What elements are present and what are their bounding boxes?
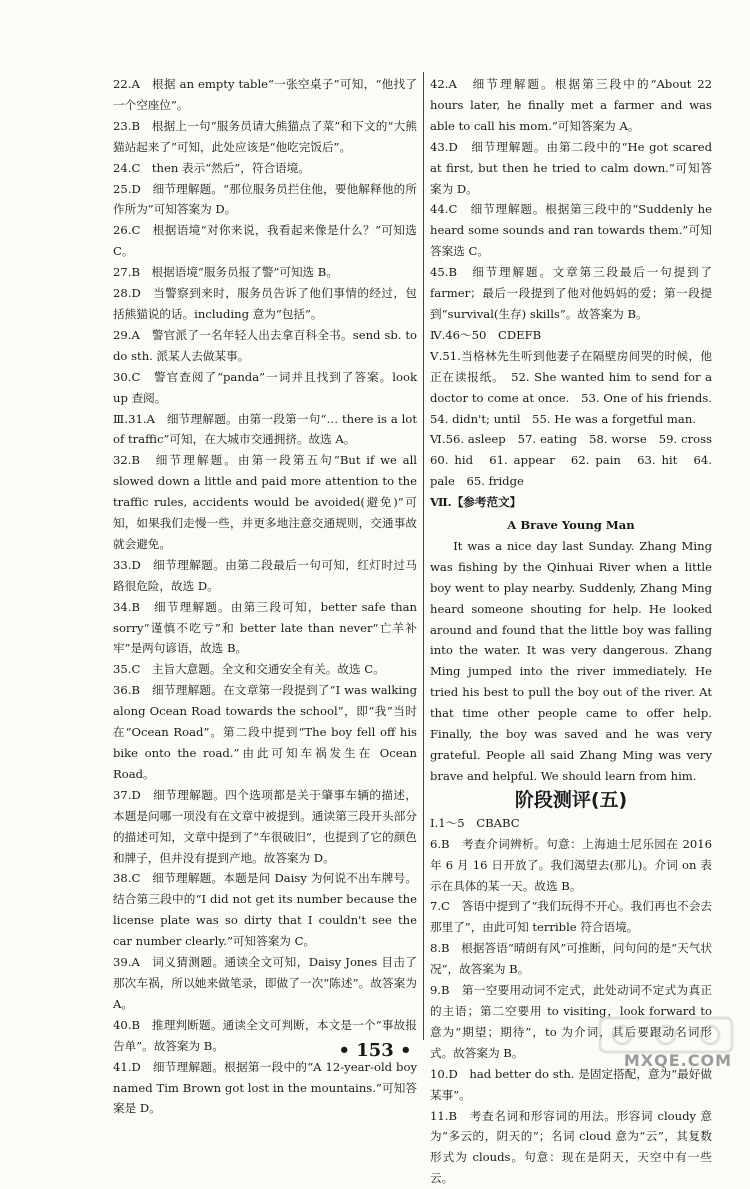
answer-item: 11.B 考查名词和形容词的用法。形容词 cloudy 意为“多云的，阴天的”；名词 cloud 意为“云”，其复数形式为 clouds。句意：现在是阴天，天空中有一些云。 [430, 1106, 712, 1189]
answer-item: Ⅴ.51.当格林先生听到他妻子在隔壁房间哭的时候，他正在读报纸。 52. She wanted him to send for a doctor to come at once. 53. One of his friends. 54. didn't; until 55. He was a forgetful man. [430, 346, 712, 430]
answer-item: 22.A 根据 an empty table“一张空桌子”可知，“他找了一个空座位”。 [113, 74, 417, 116]
section-title: 阶段测评(五) [430, 787, 712, 813]
answer-item: 36.B 细节理解题。在文章第一段提到了“I was walking along Ocean Road towards the school”，即“我”当时在“Ocean Road”。第二段中提到“The boy fell off his bike onto the road.”由此可知车祸发生在 Ocean Road。 [113, 680, 417, 785]
answer-item: 10.D had better do sth. 是固定搭配，意为“最好做某事”。 [430, 1064, 712, 1106]
answer-item: 41.D 细节理解题。根据第一段中的“A 12-year-old boy named Tim Brown got lost in the mountains.”可知答案是 D。 [113, 1057, 417, 1120]
answer-item: 34.B 细节理解题。由第三段可知，better safe than sorry“谨慎不吃亏”和 better late than never“亡羊补牢”是两句谚语，故选 B。 [113, 597, 417, 660]
answer-item: 29.A 警官派了一名年轻人出去拿百科全书。send sb. to do sth. 派某人去做某事。 [113, 325, 417, 367]
answer-item: 23.B 根据上一句“服务员请大熊猫点了菜”和下文的“大熊猫站起来了”可知，此处应该是“他吃完饭后”。 [113, 116, 417, 158]
answer-item: 27.B 根据语境“服务员报了警”可知选 B。 [113, 262, 417, 283]
answer-item: 38.C 细节理解题。本题是问 Daisy 为何说不出车牌号。结合第三段中的“I did not get its number because the license plate was so dirty that I couldn't see the car number clearly.”可知答案为 C。 [113, 868, 417, 952]
answer-item: Ⅰ.1～5 CBABC [430, 813, 712, 834]
essay-paragraph: It was a nice day last Sunday. Zhang Ming was fishing by the Qinhuai River when a little boy went to play nearby. Suddenly, Zhang Ming heard someone shouting for help. He looked around and found that the little boy was falling into the water. It was very dangerous. Zhang Ming jumped into the river immediately. He tried his best to pull the boy out of the river. At that time other people came to offer help. Finally, the boy was saved and he was very grateful. People all said Zhang Ming was very brave and helpful. We should learn from him. [430, 536, 712, 787]
answer-item: 40.B 推理判断题。通读全文可判断，本文是一个“事故报告单”。故答案为 B。 [113, 1015, 417, 1057]
answer-item: 39.A 词义猜测题。通读全文可知，Daisy Jones 目击了那次车祸，所以她来做笔录，即做了一次“陈述”。故答案为 A。 [113, 952, 417, 1015]
answer-item: Ⅵ.56. asleep 57. eating 58. worse 59. cross 60. hid 61. appear 62. pain 63. hit 64. pale 65. fridge [430, 429, 712, 492]
answer-item: 30.C 警官查阅了“panda”一词并且找到了答案。look up 查阅。 [113, 367, 417, 409]
answer-item: 42.A 细节理解题。根据第三段中的“About 22 hours later, he finally met a farmer and was able to call his mom.”可知答案为 A。 [430, 74, 712, 137]
watermark-url: MXQE.COM [624, 1051, 732, 1070]
answer-item: 7.C 答语中提到了“我们玩得不开心。我们再也不会去那里了”，由此可知 terrible 符合语境。 [430, 896, 712, 938]
answer-item: 44.C 细节理解题。根据第三段中的“Suddenly he heard some sounds and ran towards them.”可知答案选 C。 [430, 199, 712, 262]
answer-item: 26.C 根据语境“对你来说，我看起来像是什么？”可知选 C。 [113, 220, 417, 262]
column-divider [423, 72, 424, 1040]
answer-item: 25.D 细节理解题。“那位服务员拦住他，要他解释他的所作所为”可知答案为 D。 [113, 179, 417, 221]
answer-item: 6.B 考查介词辨析。句意：上海迪士尼乐园在 2016 年 6 月 16 日开放了。我们渴望去(那儿)。介词 on 表示在具体的某一天。故选 B。 [430, 834, 712, 897]
answer-item: Ⅲ.31.A 细节理解题。由第一段第一句“… there is a lot of traffic”可知，在大城市交通拥挤。故选 A。 [113, 409, 417, 451]
answer-item: 33.D 细节理解题。由第二段最后一句可知，红灯时过马路很危险，故选 D。 [113, 555, 417, 597]
answer-item: 24.C then 表示“然后”，符合语境。 [113, 158, 417, 179]
answer-item: 28.D 当警察到来时，服务员告诉了他们事情的经过，包括熊猫说的话。including 意为“包括”。 [113, 283, 417, 325]
answer-item: 32.B 细节理解题。由第一段第五句“But if we all slowed down a little and paid more attention to the traffic rules, accidents would be avoided(避免)”可知，如果我们走慢一些，并更多地注意交通规则，交通事故就会避免。 [113, 450, 417, 555]
answer-item: 8.B 根据答语“晴朗有风”可推断，问句问的是“天气状况”，故答案为 B。 [430, 938, 712, 980]
essay-title: A Brave Young Man [430, 515, 712, 536]
answer-item: 9.B 第一空要用动词不定式，此处动词不定式为真正的主语；第二空要用 to visiting，look forward to 意为“期望；期待”，to 为介词，其后要跟动名词形式。故答案为 B。 [430, 980, 712, 1064]
answer-item: 45.B 细节理解题。文章第三段最后一句提到了 farmer；最后一段提到了他对他妈妈的爱；第一段提到“survival(生存) skills”。故答案为 B。 [430, 262, 712, 325]
answer-item: 37.D 细节理解题。四个选项都是关于肇事车辆的描述，本题是问哪一项没有在文章中被提到。通读第三段开头部分的描述可知，文章中提到了“车很破旧”，也提到了它的颜色和牌子，但并没有提到产地。故答案为 D。 [113, 785, 417, 869]
essay-header: Ⅶ.【参考范文】 [430, 492, 712, 513]
left-column [113, 74, 417, 1119]
answer-item: 43.D 细节理解题。由第二段中的“He got scared at first, but then he tried to calm down.”可知答案为 D。 [430, 137, 712, 200]
page-number: • 153 • [0, 1040, 750, 1061]
answer-item: Ⅳ.46～50 CDEFB [430, 325, 712, 346]
answer-item: 35.C 主旨大意题。全文和交通安全有关。故选 C。 [113, 659, 417, 680]
